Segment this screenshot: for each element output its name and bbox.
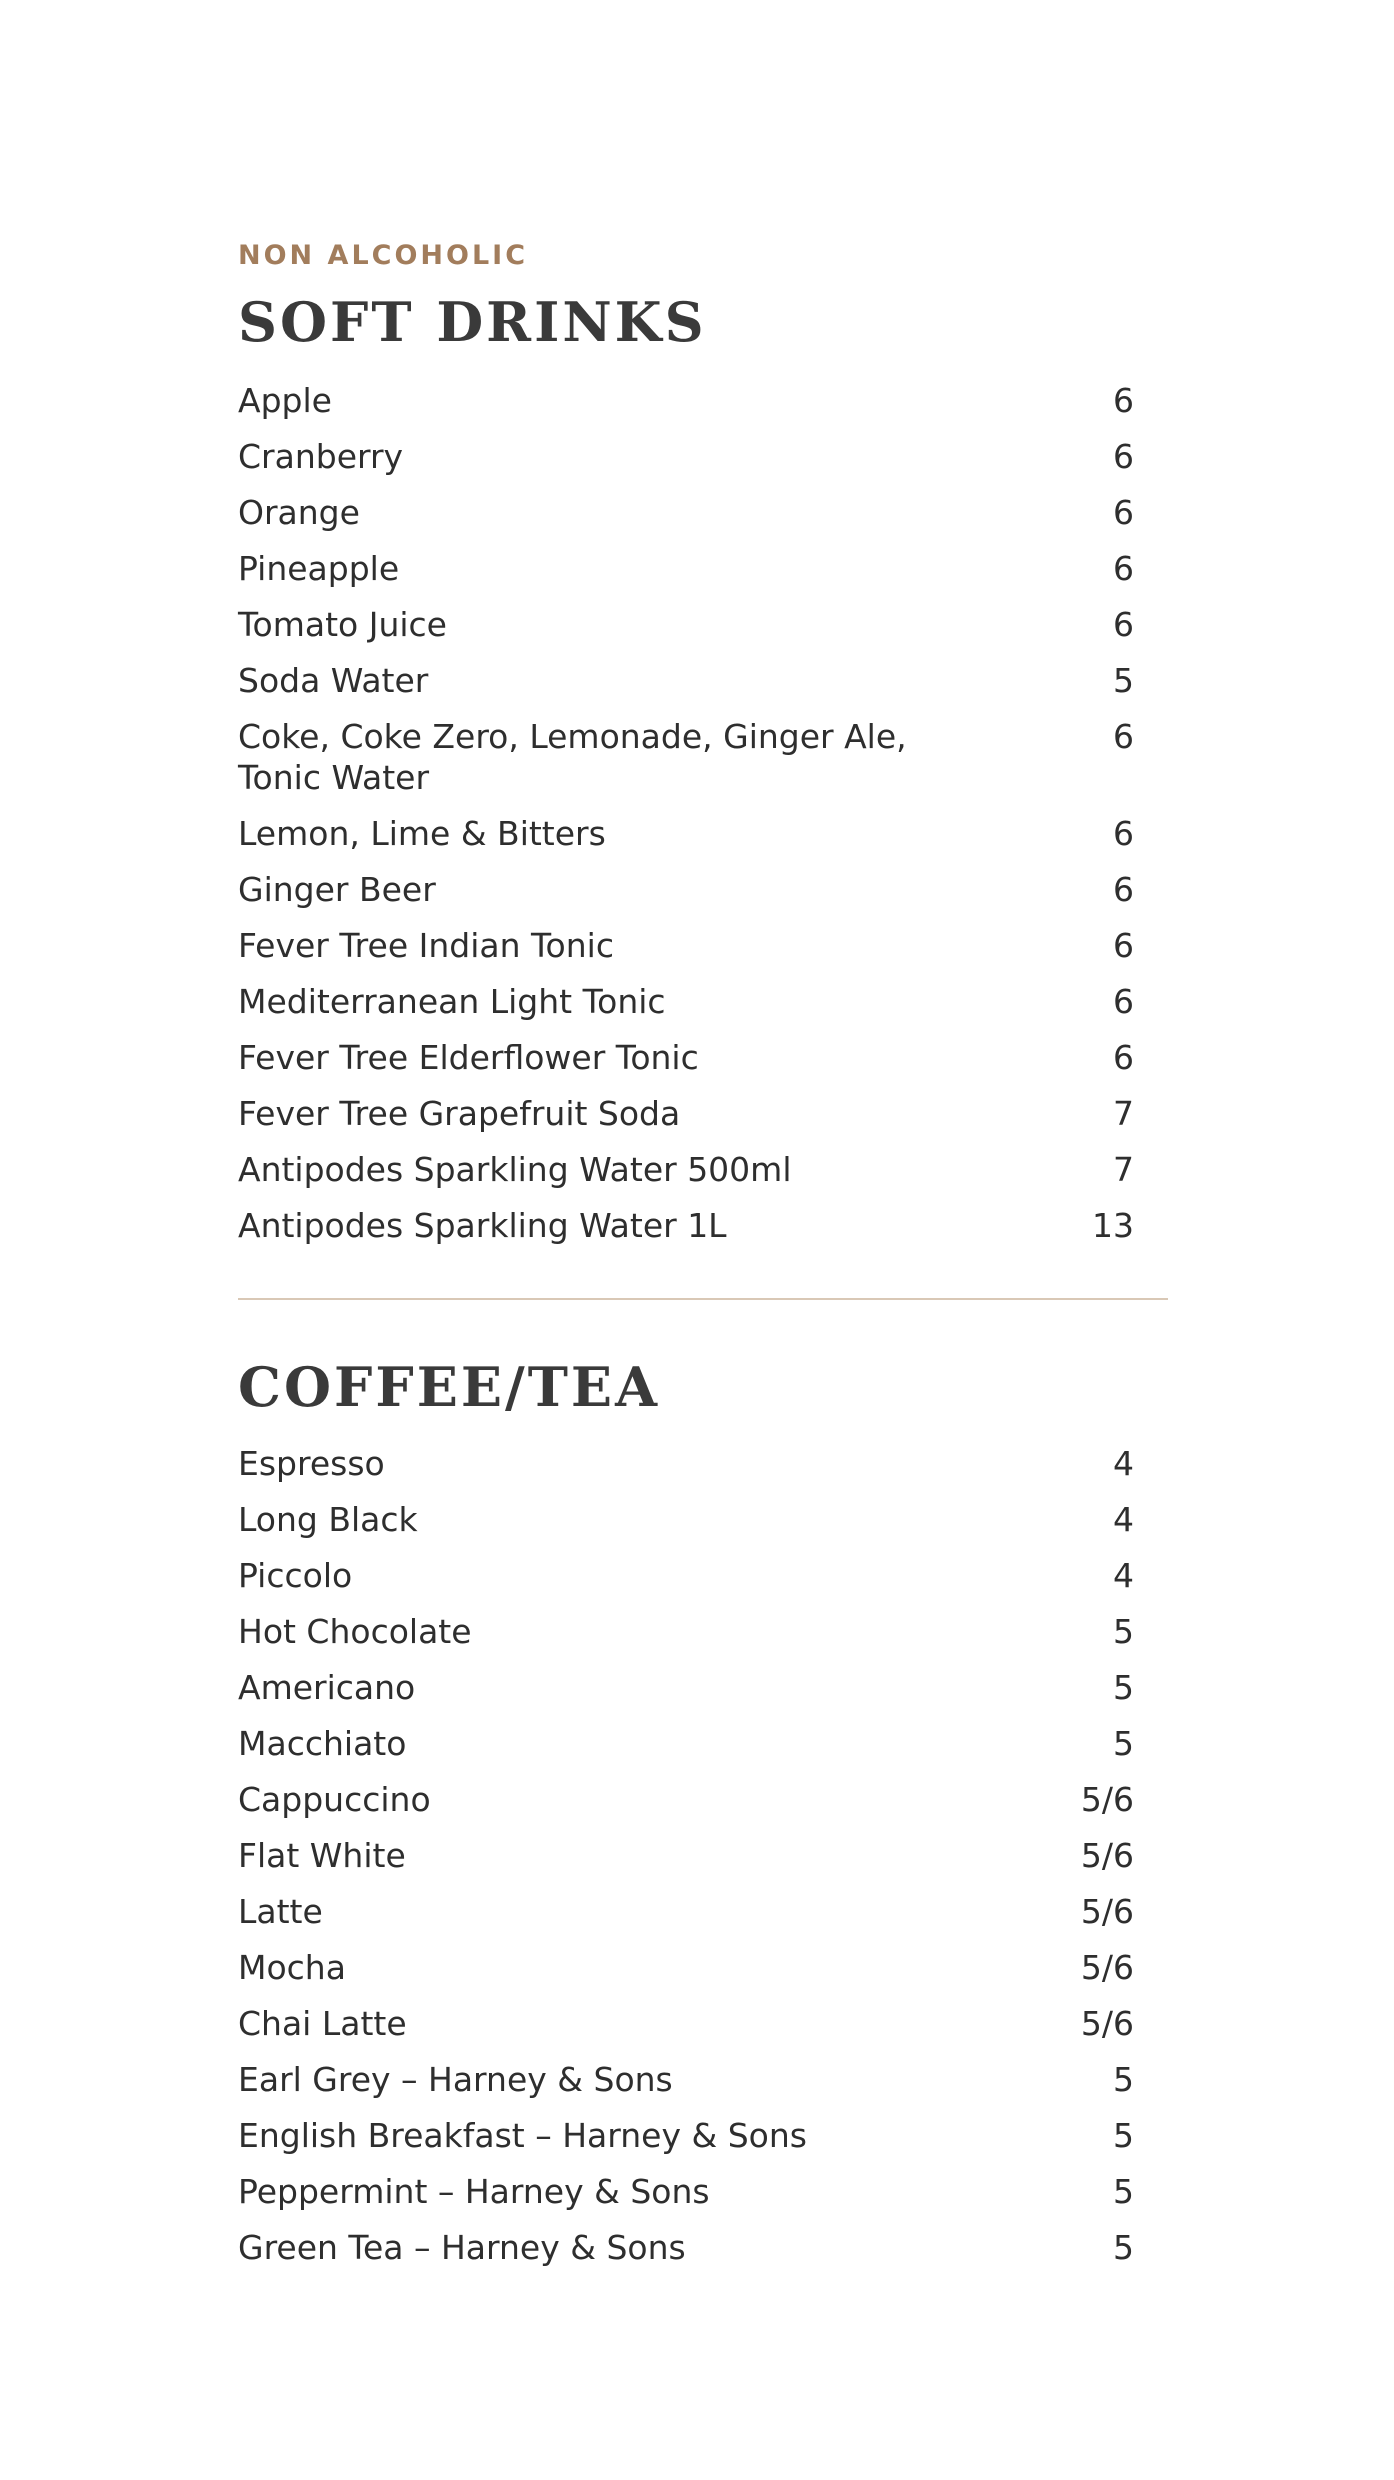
item-name: Long Black <box>238 1500 418 1539</box>
soft-drinks-title: SOFT DRINKS <box>238 290 707 354</box>
item-name: Cranberry <box>238 437 404 476</box>
menu-item <box>238 869 1134 910</box>
menu-item <box>238 2171 1134 2212</box>
menu-item <box>238 1723 1134 1764</box>
menu-item <box>238 1205 1134 1246</box>
item-price: 6 <box>1113 605 1134 644</box>
item-name: Soda Water <box>238 661 429 700</box>
menu-item <box>238 2115 1134 2156</box>
item-price: 5/6 <box>1080 1836 1134 1875</box>
item-name: Fever Tree Indian Tonic <box>238 926 614 965</box>
item-price: 6 <box>1113 717 1134 756</box>
item-name: English Breakfast – Harney & Sons <box>238 2116 807 2155</box>
item-name: Fever Tree Grapefruit Soda <box>238 1094 681 1133</box>
menu-item <box>238 1443 1134 1484</box>
item-price: 5 <box>1113 1612 1134 1651</box>
item-price: 6 <box>1113 493 1134 532</box>
item-price: 5 <box>1113 1668 1134 1707</box>
item-price: 6 <box>1113 1038 1134 1077</box>
item-name: Peppermint – Harney & Sons <box>238 2172 710 2211</box>
item-price: 4 <box>1113 1500 1134 1539</box>
item-price: 6 <box>1113 870 1134 909</box>
item-name: Coke, Coke Zero, Lemonade, Ginger Ale, Tonic Water <box>238 717 907 797</box>
menu-item <box>238 1947 1134 1988</box>
menu-item <box>238 1093 1134 1134</box>
item-price: 5/6 <box>1080 2004 1134 2043</box>
menu-item <box>238 925 1134 966</box>
menu-item <box>238 604 1134 645</box>
item-name: Cappuccino <box>238 1780 431 1819</box>
item-name: Americano <box>238 1668 416 1707</box>
item-name: Chai Latte <box>238 2004 407 2043</box>
menu-item <box>238 380 1134 421</box>
item-name: Espresso <box>238 1444 385 1483</box>
menu-item <box>238 1499 1134 1540</box>
menu-item <box>238 548 1134 589</box>
menu-item <box>238 716 1134 798</box>
item-price: 7 <box>1113 1150 1134 1189</box>
coffee-tea-list <box>238 1443 1134 2283</box>
item-name: Orange <box>238 493 360 532</box>
menu-item <box>238 1037 1134 1078</box>
menu-item <box>238 2227 1134 2268</box>
item-name: Mediterranean Light Tonic <box>238 982 666 1021</box>
menu-item <box>238 1149 1134 1190</box>
menu-item <box>238 981 1134 1022</box>
item-name: Hot Chocolate <box>238 1612 472 1651</box>
item-price: 5 <box>1113 661 1134 700</box>
section-divider <box>238 1298 1168 1300</box>
item-name: Macchiato <box>238 1724 407 1763</box>
soft-drinks-list <box>238 380 1134 1261</box>
menu-item <box>238 1779 1134 1820</box>
menu-item <box>238 1835 1134 1876</box>
item-name: Piccolo <box>238 1556 353 1595</box>
item-name: Ginger Beer <box>238 870 436 909</box>
item-price: 5/6 <box>1080 1780 1134 1819</box>
menu-item <box>238 1667 1134 1708</box>
item-name: Mocha <box>238 1948 346 1987</box>
item-price: 5 <box>1113 2060 1134 2099</box>
item-name: Latte <box>238 1892 323 1931</box>
menu-item <box>238 1611 1134 1652</box>
item-price: 4 <box>1113 1444 1134 1483</box>
menu-item <box>238 1891 1134 1932</box>
menu-item <box>238 1555 1134 1596</box>
item-name: Lemon, Lime & Bitters <box>238 814 606 853</box>
item-price: 4 <box>1113 1556 1134 1595</box>
item-name: Fever Tree Elderflower Tonic <box>238 1038 699 1077</box>
item-name: Antipodes Sparkling Water 1L <box>238 1206 727 1245</box>
item-price: 6 <box>1113 982 1134 1021</box>
item-price: 6 <box>1113 381 1134 420</box>
item-price: 6 <box>1113 926 1134 965</box>
item-price: 5 <box>1113 1724 1134 1763</box>
menu-item <box>238 436 1134 477</box>
menu-item <box>238 2059 1134 2100</box>
item-price: 5 <box>1113 2228 1134 2267</box>
menu-item <box>238 2003 1134 2044</box>
item-name: Green Tea – Harney & Sons <box>238 2228 686 2267</box>
menu-item <box>238 813 1134 854</box>
item-name: Tomato Juice <box>238 605 447 644</box>
item-price: 13 <box>1092 1206 1134 1245</box>
item-price: 6 <box>1113 549 1134 588</box>
item-price: 5 <box>1113 2172 1134 2211</box>
item-price: 7 <box>1113 1094 1134 1133</box>
menu-item <box>238 660 1134 701</box>
item-name: Pineapple <box>238 549 400 588</box>
item-name: Flat White <box>238 1836 406 1875</box>
item-price: 6 <box>1113 437 1134 476</box>
menu-item <box>238 492 1134 533</box>
item-name: Earl Grey – Harney & Sons <box>238 2060 673 2099</box>
item-name: Antipodes Sparkling Water 500ml <box>238 1150 792 1189</box>
item-price: 5 <box>1113 2116 1134 2155</box>
item-price: 5/6 <box>1080 1892 1134 1931</box>
item-price: 6 <box>1113 814 1134 853</box>
item-name: Apple <box>238 381 332 420</box>
item-price: 5/6 <box>1080 1948 1134 1987</box>
coffee-tea-title: COFFEE/TEA <box>238 1355 660 1419</box>
section-overline: NON ALCOHOLIC <box>238 240 529 271</box>
